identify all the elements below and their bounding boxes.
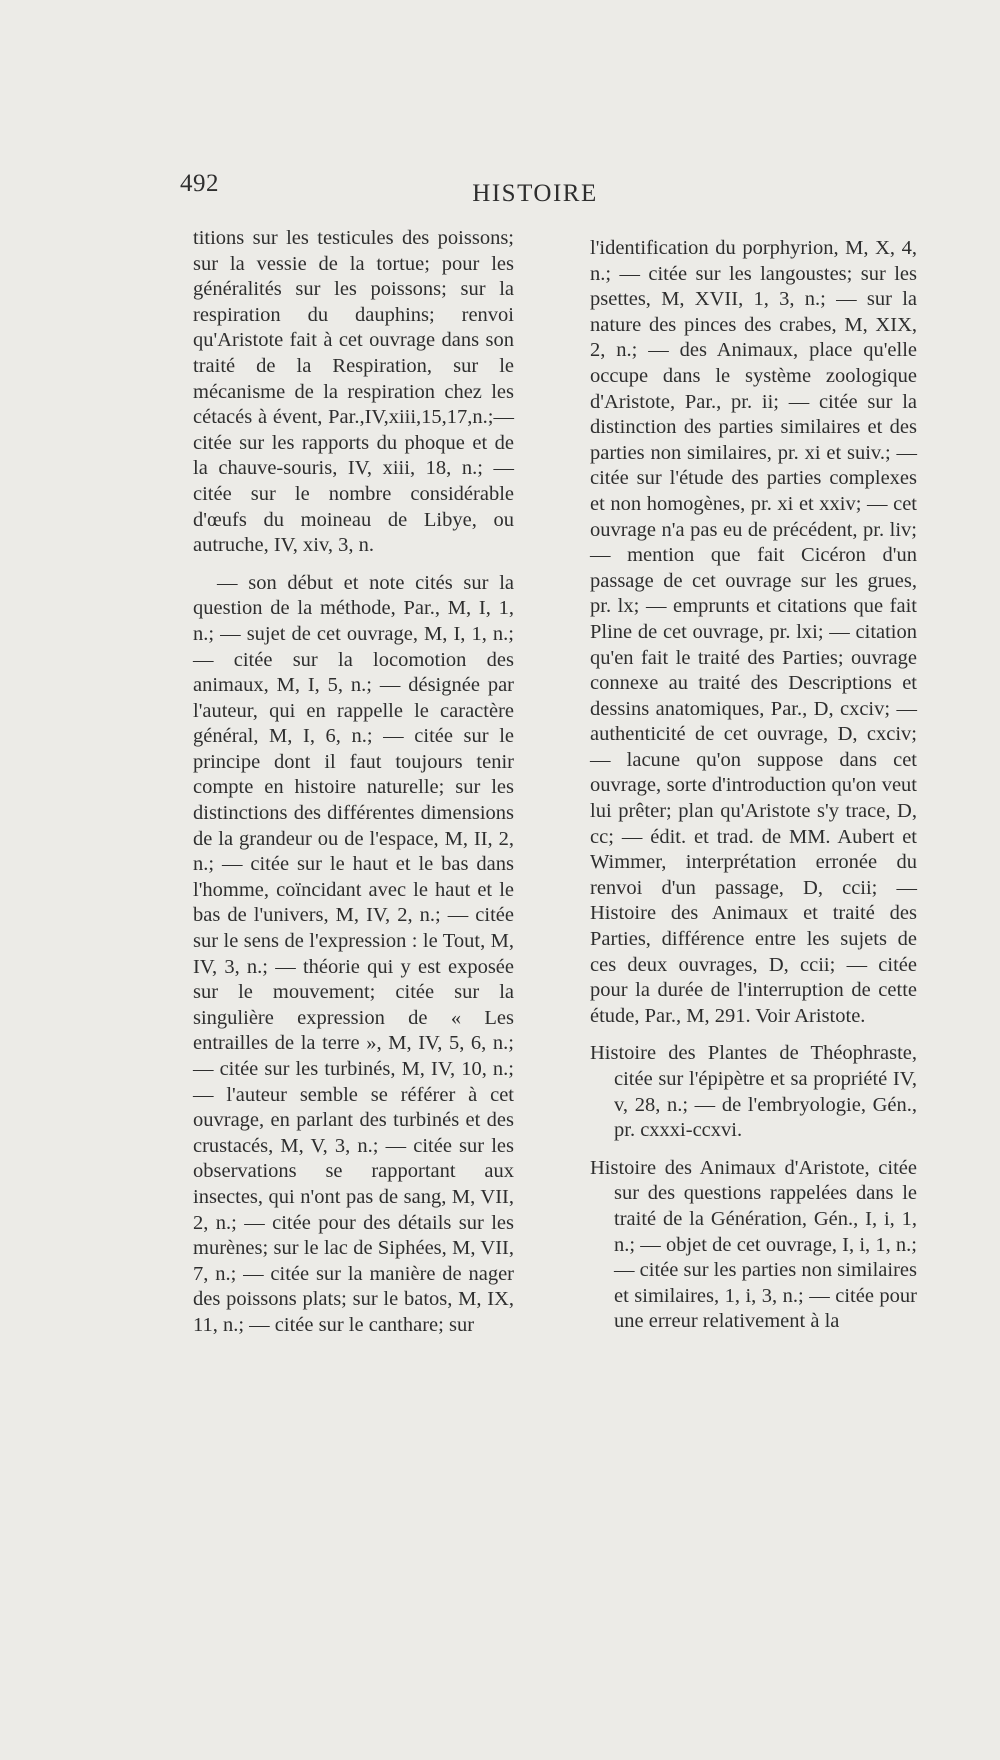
left-paragraph-1: titions sur les testicules des poissons; sur la vessie de la tortue; pour les généralités sur les poissons; sur la respiration du dauphins; renvoi qu'Aristote fait à cet ouvrage dans son traité de la Respiration, sur le mécanisme de la respiration chez les cétacés à évent, Par.,IV,xiii,15,17,n.;— citée sur les rapports du phoque et de la chauve-souris, IV, xiii, 18, n.; — citée sur le nombre considérable d'œufs du moineau de Libye, ou autruche, IV, xiv, 3, n. — [193, 227, 514, 557]
index-entry-histoire-des-plantes: Histoire des Plantes de Théophraste, citée sur l'épipètre et sa propriété IV, v, 28, n.; — de l'embryologie, Gén., pr. cxxxi-ccxvi. — [590, 1042, 917, 1142]
right-paragraph-1: l'identification du porphyrion, M, X, 4, n.; — citée sur les langoustes; sur les psettes, M, XVII, 1, 3, n.; — sur la nature des pinces des crabes, M, XIX, 2, n.; — des Animaux, place qu'elle occupe dans le système zoologique d'Aristote, Par., pr. ii; — citée sur la distinction des parties similaires et des parties non similaires, pr. xi et suiv.; — citée sur l'étude des parties complexes et non homogènes, pr. xi et xxiv; — cet ouvrage n'a pas eu de précédent, pr. liv; — mention que fait Cicéron d'un passage de cet ouvrage sur les grues, pr. lx; — emprunts et citations que fait Pline de cet ouvrage, pr. lxi; — citation qu'en fait le traité des Parties; ouvrage connexe au traité des Descriptions et dessins anatomiques, Par., D, cxciv; — authenticité de cet ouvrage, D, cxciv; — lacune qu'on suppose dans cet ouvrage, sorte d'introduction qu'on veut lui prêter; plan qu'Aristote s'y trace, D, cc; — édit. et trad. de MM. Aubert et Wimmer, interprétation erronée du renvoi d'un passage, D, ccii; — Histoire des Animaux et traité des Parties, différence entre les sujets de ces deux ouvrages, D, ccii; — citée pour la durée de l'interruption de cette étude, Par., M, 291. Voir Aristote. — [590, 237, 917, 1027]
left-column — [193, 226, 514, 1351]
right-column — [590, 236, 917, 1347]
page-number: 492 — [180, 170, 219, 197]
running-title: HISTOIRE — [472, 180, 598, 207]
left-paragraph-2: — son début et note cités sur la question de la méthode, Par., M, I, 1, n.; — sujet de cet ouvrage, M, I, 1, n.; — citée sur la locomotion des animaux, M, I, 5, n.; — désignée par l'auteur, qui en rappelle le caractère général, M, I, 6, n.; — citée sur le principe dont il faut toujours tenir compte en histoire naturelle; sur les distinctions des différentes dimensions de la grandeur ou de l'espace, M, II, 2, n.; — citée sur le haut et le bas dans l'homme, coïncidant avec le haut et le bas de l'univers, M, IV, 2, n.; — citée sur le sens de l'expression : le Tout, M, IV, 3, n.; — théorie qui y est exposée sur le mouvement; citée sur la singulière expression de « Les entrailles de la terre », M, IV, 5, 6, n.; — citée sur les turbinés, M, IV, 10, n.; — l'auteur semble se référer à cet ouvrage, en parlant des turbinés et des crustacés, M, V, 3, n.; — citée sur les observations se rapportant aux insectes, qui n'ont pas de sang, M, VII, 2, n.; — citée pour des détails sur les murènes; sur le lac de Siphées, M, VII, 7, n.; — citée sur la manière de nager des poissons plats; sur le batos, M, IX, 11, n.; — citée sur le canthare; sur — [193, 571, 514, 1336]
index-entry-histoire-des-animaux: Histoire des Animaux d'Aristote, citée sur des questions rappelées dans le traité de la Génération, Gén., I, i, 1, n.; — objet de cet ouvrage, I, i, 1, n.; — citée sur les parties non similaires et similaires, 1, i, 3, n.; — citée pour une erreur relativement à la — [590, 1156, 917, 1333]
